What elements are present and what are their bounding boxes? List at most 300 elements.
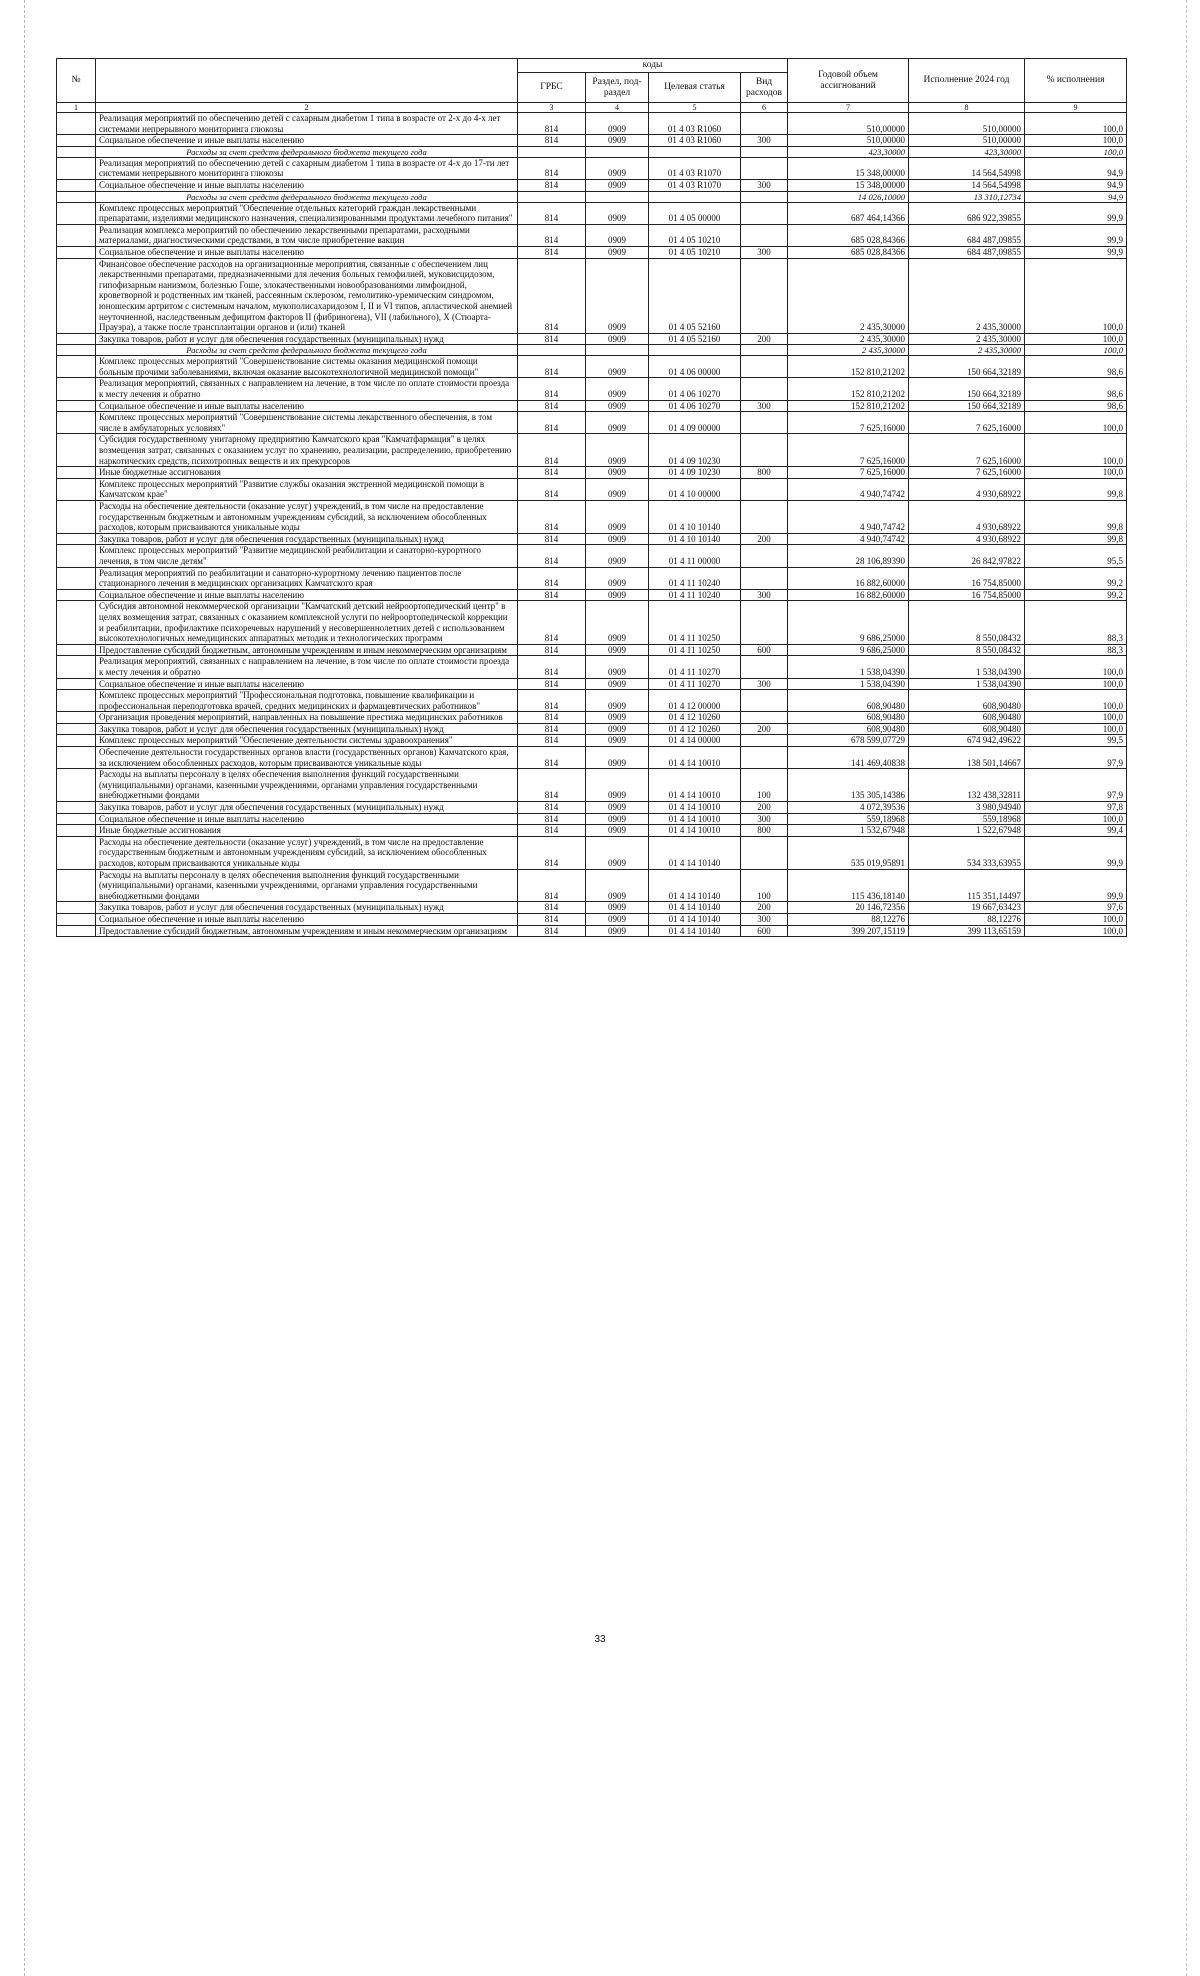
execution-value-cell: 4 930,68922	[909, 501, 1025, 534]
item-name-cell: Закупка товаров, работ и услуг для обеспечения государственных (муниципальных) нужд	[96, 802, 518, 814]
row-number-cell	[57, 478, 96, 500]
section-code-cell: 0909	[586, 467, 649, 479]
row-number-cell	[57, 412, 96, 434]
expense-type-cell	[741, 345, 788, 356]
target-article-cell: 01 4 14 10010	[649, 769, 741, 802]
expense-type-cell	[741, 224, 788, 246]
target-article-cell: 01 4 12 00000	[649, 690, 741, 712]
row-number-cell	[57, 802, 96, 814]
expense-type-cell: 600	[741, 925, 788, 937]
annual-volume-cell: 1 538,04390	[788, 656, 909, 678]
table-row	[57, 179, 1127, 191]
execution-value-cell: 2 435,30000	[909, 345, 1025, 356]
section-code-cell: 0909	[586, 712, 649, 724]
percent-cell: 99,8	[1025, 478, 1127, 500]
table-row	[57, 333, 1127, 345]
row-number-cell	[57, 601, 96, 644]
header-index-cell: 8	[909, 103, 1025, 113]
execution-value-cell: 4 930,68922	[909, 478, 1025, 500]
table-row	[57, 157, 1127, 179]
percent-cell: 100,0	[1025, 690, 1127, 712]
section-code-cell: 0909	[586, 769, 649, 802]
row-number-cell	[57, 202, 96, 224]
expense-type-cell	[741, 712, 788, 724]
target-article-cell: 01 4 06 10270	[649, 378, 741, 400]
expense-type-cell	[741, 157, 788, 179]
budget-execution-table	[56, 58, 1127, 937]
grbs-code-cell: 814	[518, 902, 586, 914]
execution-value-cell: 399 113,65159	[909, 925, 1025, 937]
row-number-cell	[57, 191, 96, 202]
execution-value-cell: 3 980,94940	[909, 802, 1025, 814]
table-row	[57, 869, 1127, 902]
grbs-code-cell: 814	[518, 656, 586, 678]
expense-type-cell: 200	[741, 902, 788, 914]
execution-value-cell: 2 435,30000	[909, 333, 1025, 345]
execution-value-cell: 608,90480	[909, 723, 1025, 735]
row-number-cell	[57, 902, 96, 914]
header-execution: Исполнение 2024 год	[909, 59, 1025, 103]
header-index-cell: 7	[788, 103, 909, 113]
row-number-cell	[57, 545, 96, 567]
header-index-cell: 3	[518, 103, 586, 113]
grbs-code-cell: 814	[518, 533, 586, 545]
expense-type-cell: 300	[741, 400, 788, 412]
annual-volume-cell: 88,12276	[788, 913, 909, 925]
item-name-cell: Социальное обеспечение и иные выплаты населению	[96, 813, 518, 825]
target-article-cell: 01 4 10 00000	[649, 478, 741, 500]
table-row	[57, 434, 1127, 467]
annual-volume-cell: 152 810,21202	[788, 356, 909, 378]
target-article-cell	[649, 345, 741, 356]
row-number-cell	[57, 356, 96, 378]
annual-volume-cell: 685 028,84366	[788, 224, 909, 246]
percent-cell: 100,0	[1025, 345, 1127, 356]
section-code-cell: 0909	[586, 179, 649, 191]
percent-cell: 97,9	[1025, 747, 1127, 769]
row-number-cell	[57, 913, 96, 925]
target-article-cell: 01 4 14 10140	[649, 902, 741, 914]
target-article-cell: 01 4 05 00000	[649, 202, 741, 224]
target-article-cell: 01 4 14 10140	[649, 869, 741, 902]
percent-cell: 100,0	[1025, 434, 1127, 467]
target-article-cell: 01 4 03 R1070	[649, 179, 741, 191]
annual-volume-cell: 135 305,14386	[788, 769, 909, 802]
section-code-cell: 0909	[586, 601, 649, 644]
percent-cell: 99,8	[1025, 501, 1127, 534]
execution-value-cell: 510,00000	[909, 135, 1025, 147]
item-name-cell: Расходы на обеспечение деятельности (оказание услуг) учреждений, в том числе на предоставление государственным бюджетным и автономным учреждениям субсидий, за исключением обособленных расходов, которым присваиваются уникальные коды	[96, 501, 518, 534]
table-row	[57, 246, 1127, 258]
target-article-cell: 01 4 03 R1070	[649, 157, 741, 179]
grbs-code-cell: 814	[518, 501, 586, 534]
item-name-cell: Финансовое обеспечение расходов на организационные мероприятия, связанные с обеспечением лиц лекарственными препаратами, предназначенными для лечения больных гемофилией, муковисцидозом, гипофизарным нанизмом, болезнью Гоше, злокачественными новообразованиями лимфоидной, кроветворной и родственных им тканей, рассеянным склерозом, гемолитико-уремическим синдромом, юношеским артритом с системным началом, мукополисахаридозом I, II и VI типов, апластической анемией неуточненной, наследственным дефицитом факторов II (фибриногена), VII (лабильного), X (Стюарта-Прауэра), а также после трансплантации органов и (или) тканей	[96, 258, 518, 333]
row-number-cell	[57, 434, 96, 467]
grbs-code-cell: 814	[518, 567, 586, 589]
percent-cell: 97,8	[1025, 802, 1127, 814]
item-name-cell: Расходы на обеспечение деятельности (оказание услуг) учреждений, в том числе на предоставление государственным бюджетным и автономным учреждениям субсидий, за исключением обособленных расходов, которым присваиваются уникальные коды	[96, 836, 518, 869]
expense-type-cell: 100	[741, 769, 788, 802]
row-number-cell	[57, 836, 96, 869]
percent-cell: 100,0	[1025, 146, 1127, 157]
percent-cell: 100,0	[1025, 113, 1127, 135]
expense-type-cell: 300	[741, 813, 788, 825]
grbs-code-cell: 814	[518, 825, 586, 837]
grbs-code-cell: 814	[518, 246, 586, 258]
percent-cell: 100,0	[1025, 333, 1127, 345]
annual-volume-cell: 510,00000	[788, 135, 909, 147]
execution-value-cell: 8 550,08432	[909, 644, 1025, 656]
annual-volume-cell: 2 435,30000	[788, 258, 909, 333]
grbs-code-cell: 814	[518, 113, 586, 135]
grbs-code-cell: 814	[518, 400, 586, 412]
row-number-cell	[57, 135, 96, 147]
row-number-cell	[57, 825, 96, 837]
row-number-cell	[57, 157, 96, 179]
annual-volume-cell: 9 686,25000	[788, 644, 909, 656]
grbs-code-cell: 814	[518, 836, 586, 869]
percent-cell: 100,0	[1025, 813, 1127, 825]
header-annual-volume: Годовой объем ассигнований	[788, 59, 909, 103]
grbs-code-cell: 814	[518, 690, 586, 712]
table-row	[57, 533, 1127, 545]
annual-volume-cell: 7 625,16000	[788, 467, 909, 479]
execution-value-cell: 115 351,14497	[909, 869, 1025, 902]
section-code-cell: 0909	[586, 869, 649, 902]
header-index-cell: 4	[586, 103, 649, 113]
grbs-code-cell: 814	[518, 869, 586, 902]
percent-cell: 99,5	[1025, 735, 1127, 747]
table-row	[57, 913, 1127, 925]
execution-value-cell: 26 842,97822	[909, 545, 1025, 567]
expense-type-cell	[741, 836, 788, 869]
annual-volume-cell: 4 072,39536	[788, 802, 909, 814]
target-article-cell: 01 4 05 10210	[649, 246, 741, 258]
percent-cell: 94,9	[1025, 191, 1127, 202]
section-code-cell: 0909	[586, 501, 649, 534]
annual-volume-cell: 399 207,15119	[788, 925, 909, 937]
row-number-cell	[57, 735, 96, 747]
target-article-cell	[649, 191, 741, 202]
item-name-cell: Иные бюджетные ассигнования	[96, 825, 518, 837]
annual-volume-cell: 4 940,74742	[788, 533, 909, 545]
section-code-cell: 0909	[586, 690, 649, 712]
percent-cell: 99,9	[1025, 869, 1127, 902]
header-codes: коды	[518, 59, 788, 73]
row-number-cell	[57, 113, 96, 135]
header-grbs: ГРБС	[518, 73, 586, 103]
target-article-cell: 01 4 06 10270	[649, 400, 741, 412]
grbs-code-cell: 814	[518, 769, 586, 802]
annual-volume-cell: 20 146,72356	[788, 902, 909, 914]
row-number-cell	[57, 869, 96, 902]
header-razdel: Раздел, под-раздел	[586, 73, 649, 103]
execution-value-cell: 150 664,32189	[909, 378, 1025, 400]
federal-budget-subtotal-row	[57, 146, 1127, 157]
header-expense-type: Вид расходов	[741, 73, 788, 103]
section-code-cell: 0909	[586, 202, 649, 224]
execution-value-cell: 684 487,09855	[909, 246, 1025, 258]
item-name-cell: Обеспечение деятельности государственных органов власти (государственных органов) Камчатского края, за исключением обособленных расходов, которым присваиваются уникальные коды	[96, 747, 518, 769]
table-row	[57, 902, 1127, 914]
section-code-cell: 0909	[586, 333, 649, 345]
section-code-cell: 0909	[586, 400, 649, 412]
table-row	[57, 258, 1127, 333]
expense-type-cell	[741, 656, 788, 678]
expense-type-cell: 300	[741, 135, 788, 147]
table-row	[57, 224, 1127, 246]
table-row	[57, 802, 1127, 814]
header-target-article: Целевая статья	[649, 73, 741, 103]
target-article-cell: 01 4 12 10260	[649, 723, 741, 735]
annual-volume-cell: 152 810,21202	[788, 378, 909, 400]
annual-volume-cell: 687 464,14366	[788, 202, 909, 224]
row-number-cell	[57, 925, 96, 937]
annual-volume-cell: 1 532,67948	[788, 825, 909, 837]
item-name-cell: Расходы за счет средств федерального бюджета текущего года	[96, 191, 518, 202]
section-code-cell: 0909	[586, 135, 649, 147]
percent-cell: 100,0	[1025, 258, 1127, 333]
annual-volume-cell: 7 625,16000	[788, 412, 909, 434]
annual-volume-cell: 685 028,84366	[788, 246, 909, 258]
grbs-code-cell: 814	[518, 224, 586, 246]
item-name-cell: Социальное обеспечение и иные выплаты населению	[96, 913, 518, 925]
expense-type-cell	[741, 378, 788, 400]
grbs-code-cell: 814	[518, 813, 586, 825]
grbs-code-cell	[518, 191, 586, 202]
execution-value-cell: 1 522,67948	[909, 825, 1025, 837]
execution-value-cell: 16 754,85000	[909, 567, 1025, 589]
grbs-code-cell: 814	[518, 712, 586, 724]
table-row	[57, 836, 1127, 869]
row-number-cell	[57, 769, 96, 802]
percent-cell: 88,3	[1025, 601, 1127, 644]
execution-value-cell: 14 564,54998	[909, 179, 1025, 191]
target-article-cell: 01 4 12 10260	[649, 712, 741, 724]
section-code-cell: 0909	[586, 589, 649, 601]
expense-type-cell	[741, 202, 788, 224]
expense-type-cell	[741, 113, 788, 135]
grbs-code-cell: 814	[518, 467, 586, 479]
grbs-code-cell: 814	[518, 644, 586, 656]
row-number-cell	[57, 258, 96, 333]
expense-type-cell	[741, 146, 788, 157]
table-row	[57, 589, 1127, 601]
target-article-cell: 01 4 03 R1060	[649, 113, 741, 135]
table-row	[57, 644, 1127, 656]
item-name-cell: Расходы на выплаты персоналу в целях обеспечения выполнения функций государственными (муниципальными) органами, казенными учреждениями, органами управления государственными внебюджетными фондами	[96, 769, 518, 802]
percent-cell: 100,0	[1025, 723, 1127, 735]
percent-cell: 88,3	[1025, 644, 1127, 656]
execution-value-cell: 7 625,16000	[909, 467, 1025, 479]
table-row	[57, 735, 1127, 747]
item-name-cell: Социальное обеспечение и иные выплаты населению	[96, 179, 518, 191]
item-name-cell: Иные бюджетные ассигнования	[96, 467, 518, 479]
item-name-cell: Социальное обеспечение и иные выплаты населению	[96, 246, 518, 258]
expense-type-cell: 300	[741, 246, 788, 258]
row-number-cell	[57, 501, 96, 534]
section-code-cell	[586, 146, 649, 157]
annual-volume-cell: 2 435,30000	[788, 333, 909, 345]
table-row	[57, 478, 1127, 500]
table-row	[57, 378, 1127, 400]
target-article-cell: 01 4 14 10140	[649, 836, 741, 869]
target-article-cell: 01 4 06 00000	[649, 356, 741, 378]
execution-value-cell: 150 664,32189	[909, 400, 1025, 412]
execution-value-cell: 4 930,68922	[909, 533, 1025, 545]
row-number-cell	[57, 378, 96, 400]
item-name-cell: Реализация мероприятий по обеспечению детей с сахарным диабетом 1 типа в возрасте от 2-х до 4-х лет системами непрерывного мониторинга глюкозы	[96, 113, 518, 135]
annual-volume-cell: 115 436,18140	[788, 869, 909, 902]
percent-cell: 100,0	[1025, 467, 1127, 479]
grbs-code-cell: 814	[518, 202, 586, 224]
execution-value-cell: 7 625,16000	[909, 434, 1025, 467]
row-number-cell	[57, 246, 96, 258]
item-name-cell: Расходы за счет средств федерального бюджета текущего года	[96, 146, 518, 157]
row-number-cell	[57, 690, 96, 712]
table-row	[57, 747, 1127, 769]
target-article-cell: 01 4 09 10230	[649, 467, 741, 479]
grbs-code-cell: 814	[518, 601, 586, 644]
federal-budget-subtotal-row	[57, 191, 1127, 202]
target-article-cell: 01 4 11 10240	[649, 567, 741, 589]
header-index-cell: 2	[96, 103, 518, 113]
row-number-cell	[57, 678, 96, 690]
annual-volume-cell: 608,90480	[788, 690, 909, 712]
table-row	[57, 678, 1127, 690]
item-name-cell: Закупка товаров, работ и услуг для обеспечения государственных (муниципальных) нужд	[96, 533, 518, 545]
section-code-cell: 0909	[586, 678, 649, 690]
item-name-cell: Реализация мероприятий по обеспечению детей с сахарным диабетом 1 типа в возрасте от 4-х до 17-ти лет системами непрерывного мониторинга глюкозы	[96, 157, 518, 179]
grbs-code-cell: 814	[518, 179, 586, 191]
annual-volume-cell: 510,00000	[788, 113, 909, 135]
expense-type-cell	[741, 545, 788, 567]
target-article-cell: 01 4 11 10270	[649, 678, 741, 690]
annual-volume-cell: 4 940,74742	[788, 478, 909, 500]
target-article-cell: 01 4 05 10210	[649, 224, 741, 246]
row-number-cell	[57, 467, 96, 479]
item-name-cell: Закупка товаров, работ и услуг для обеспечения государственных (муниципальных) нужд	[96, 333, 518, 345]
grbs-code-cell: 814	[518, 925, 586, 937]
percent-cell: 100,0	[1025, 925, 1127, 937]
percent-cell: 99,2	[1025, 589, 1127, 601]
item-name-cell: Комплекс процессных мероприятий "Развитие медицинской реабилитации и санаторно-курортного лечения, в том числе детям"	[96, 545, 518, 567]
section-code-cell: 0909	[586, 644, 649, 656]
section-code-cell: 0909	[586, 567, 649, 589]
table-row	[57, 567, 1127, 589]
percent-cell: 99,8	[1025, 533, 1127, 545]
item-name-cell: Реализация мероприятий, связанных с направлением на лечение, в том числе по оплате стоимости проезда к месту лечения и обратно	[96, 656, 518, 678]
grbs-code-cell: 814	[518, 333, 586, 345]
expense-type-cell	[741, 747, 788, 769]
header-name	[96, 59, 518, 103]
expense-type-cell	[741, 567, 788, 589]
execution-value-cell: 16 754,85000	[909, 589, 1025, 601]
row-number-cell	[57, 656, 96, 678]
execution-value-cell: 14 564,54998	[909, 157, 1025, 179]
expense-type-cell	[741, 601, 788, 644]
percent-cell: 99,9	[1025, 202, 1127, 224]
execution-value-cell: 674 942,49622	[909, 735, 1025, 747]
target-article-cell: 01 4 03 R1060	[649, 135, 741, 147]
section-code-cell: 0909	[586, 836, 649, 869]
row-number-cell	[57, 747, 96, 769]
execution-value-cell: 132 438,32811	[909, 769, 1025, 802]
section-code-cell: 0909	[586, 913, 649, 925]
grbs-code-cell: 814	[518, 157, 586, 179]
expense-type-cell: 100	[741, 869, 788, 902]
percent-cell: 97,6	[1025, 902, 1127, 914]
expense-type-cell	[741, 690, 788, 712]
grbs-code-cell: 814	[518, 135, 586, 147]
row-number-cell	[57, 333, 96, 345]
page-edge-right	[1186, 0, 1188, 1976]
grbs-code-cell: 814	[518, 723, 586, 735]
item-name-cell: Комплекс процессных мероприятий "Обеспечение отдельных категорий граждан лекарственными препаратами, изделиями медицинского назначения, специализированными продуктами лечебного питания"	[96, 202, 518, 224]
execution-value-cell: 559,18968	[909, 813, 1025, 825]
grbs-code-cell: 814	[518, 802, 586, 814]
expense-type-cell	[741, 258, 788, 333]
execution-value-cell: 8 550,08432	[909, 601, 1025, 644]
expense-type-cell: 600	[741, 644, 788, 656]
execution-value-cell: 1 538,04390	[909, 678, 1025, 690]
item-name-cell: Субсидия государственному унитарному предприятию Камчатского края "Камчатфармация" в целях возмещения затрат, связанных с оказанием услуг по хранению, реализации, распределению, приобретению наркотических средств, психотропных веществ и их прекурсоров	[96, 434, 518, 467]
item-name-cell: Комплекс процессных мероприятий "Обеспечение деятельности системы здравоохранения"	[96, 735, 518, 747]
target-article-cell: 01 4 10 10140	[649, 501, 741, 534]
item-name-cell: Социальное обеспечение и иные выплаты населению	[96, 589, 518, 601]
item-name-cell: Закупка товаров, работ и услуг для обеспечения государственных (муниципальных) нужд	[96, 723, 518, 735]
expense-type-cell: 300	[741, 179, 788, 191]
target-article-cell: 01 4 14 10010	[649, 825, 741, 837]
section-code-cell: 0909	[586, 434, 649, 467]
item-name-cell: Организация проведения мероприятий, направленных на повышение престижа медицинских работников	[96, 712, 518, 724]
grbs-code-cell: 814	[518, 545, 586, 567]
execution-value-cell: 13 310,12734	[909, 191, 1025, 202]
section-code-cell: 0909	[586, 258, 649, 333]
annual-volume-cell: 152 810,21202	[788, 400, 909, 412]
target-article-cell: 01 4 14 10010	[649, 802, 741, 814]
item-name-cell: Расходы на выплаты персоналу в целях обеспечения выполнения функций государственными (муниципальными) органами, казенными учреждениями, органами управления государственными внебюджетными фондами	[96, 869, 518, 902]
expense-type-cell	[741, 434, 788, 467]
target-article-cell: 01 4 05 52160	[649, 333, 741, 345]
target-article-cell: 01 4 14 10140	[649, 913, 741, 925]
federal-budget-subtotal-row	[57, 345, 1127, 356]
table-body	[57, 113, 1127, 937]
table-row	[57, 467, 1127, 479]
item-name-cell: Предоставление субсидий бюджетным, автономным учреждениям и иным некоммерческим организациям	[96, 644, 518, 656]
item-name-cell: Социальное обеспечение и иные выплаты населению	[96, 400, 518, 412]
annual-volume-cell: 14 026,10000	[788, 191, 909, 202]
annual-volume-cell: 15 348,00000	[788, 179, 909, 191]
header-index-cell: 5	[649, 103, 741, 113]
section-code-cell: 0909	[586, 747, 649, 769]
annual-volume-cell: 141 469,40838	[788, 747, 909, 769]
item-name-cell: Комплекс процессных мероприятий "Развитие службы оказания экстренной медицинской помощи в Камчатском крае"	[96, 478, 518, 500]
execution-value-cell: 7 625,16000	[909, 412, 1025, 434]
item-name-cell: Социальное обеспечение и иные выплаты населению	[96, 678, 518, 690]
table-row	[57, 501, 1127, 534]
expense-type-cell	[741, 412, 788, 434]
section-code-cell: 0909	[586, 545, 649, 567]
row-number-cell	[57, 146, 96, 157]
execution-value-cell: 686 922,39855	[909, 202, 1025, 224]
grbs-code-cell	[518, 345, 586, 356]
execution-value-cell: 19 667,63423	[909, 902, 1025, 914]
item-name-cell: Субсидия автономной некоммерческой организации "Камчатский детский нейроортопедический центр" в целях возмещения затрат, связанных с оказанием комплексной услуги по нейроортопедической коррекции и реабилитации, профилактике психоречевых нарушений у несовершеннолетних детей с использованием высокотехнологичных немедицинских аппаратных методик и технологических программ	[96, 601, 518, 644]
header-index-cell: 1	[57, 103, 96, 113]
item-name-cell: Реализация комплекса мероприятий по обеспечению лекарственными препаратами, расходными материалами, диагностическими средствами, в том числе приобретение вакцин	[96, 224, 518, 246]
page-edge-left	[24, 0, 26, 1976]
